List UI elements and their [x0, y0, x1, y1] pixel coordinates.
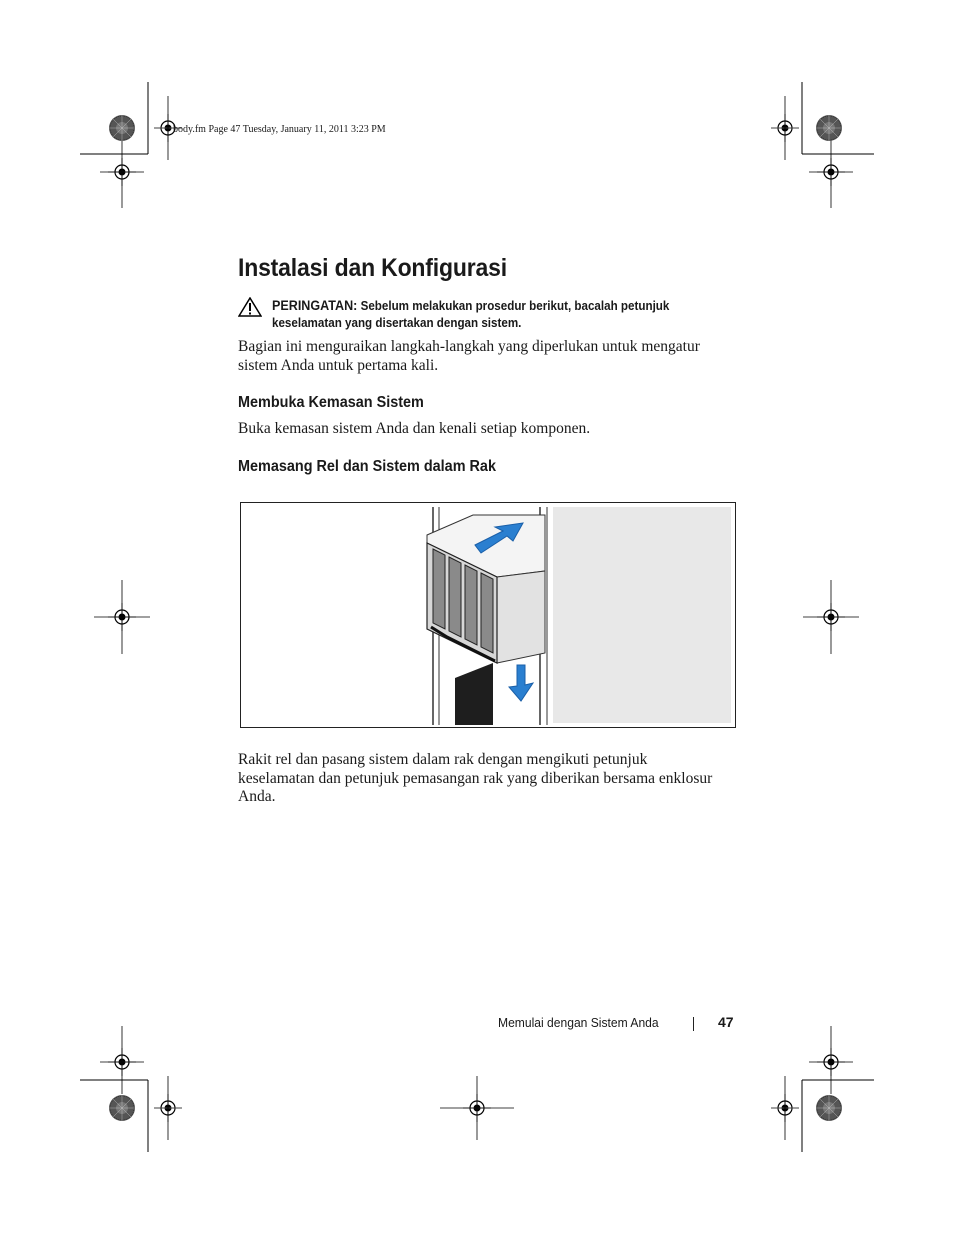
section-body-unpack: Buka kemasan sistem Anda dan kenali setiap komponen.: [238, 420, 591, 437]
footer-section-title: Memulai dengan Sistem Anda: [498, 1015, 659, 1030]
footer-divider: [693, 1017, 694, 1031]
warning-notice: [272, 297, 681, 332]
section-heading-rack: Memasang Rel dan Sistem dalam Rak: [238, 458, 496, 475]
warning-text: Sebelum melakukan prosedur berikut, bacalah petunjuk keselamatan yang disertakan dengan sistem.: [272, 299, 670, 330]
rack-side-panel: [553, 507, 731, 723]
file-info-header: body.fm Page 47 Tuesday, January 11, 2011 3:23 PM: [173, 124, 386, 135]
page-title: Instalasi dan Konfigurasi: [238, 254, 507, 282]
down-arrow-icon: [509, 665, 533, 701]
intro-paragraph: Bagian ini menguraikan langkah-langkah yang diperlukan untuk mengatur sistem Anda untuk pertama kali.: [238, 338, 700, 374]
rack-diagram: [241, 503, 735, 727]
page-number: 47: [718, 1014, 734, 1030]
rack-installation-illustration: [240, 502, 736, 728]
warning-label: PERINGATAN:: [272, 298, 358, 313]
warning-triangle-icon: [238, 297, 262, 317]
rack-lower-rail: [455, 663, 493, 725]
section-heading-unpack: Membuka Kemasan Sistem: [238, 394, 424, 411]
section-body-rack: Rakit rel dan pasang sistem dalam rak dengan mengikuti petunjuk keselamatan dan petunjuk pemasangan rak yang diberikan bersama enklosur Anda.: [238, 751, 713, 805]
